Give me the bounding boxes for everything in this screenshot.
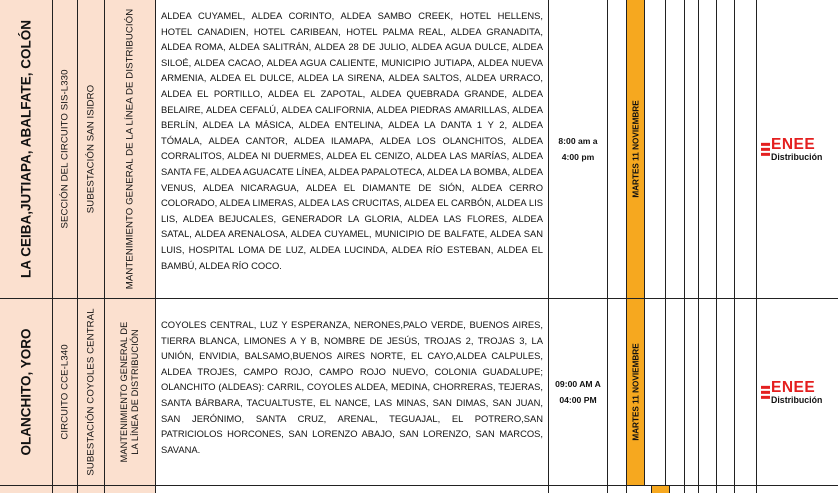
- hours-text: [549, 376, 607, 408]
- table-row-partial: [0, 486, 838, 493]
- date-label: MARTES 11 NOVIEMBRE: [631, 343, 640, 441]
- work-type-cell: [105, 0, 156, 298]
- work-type-cell: [105, 299, 156, 485]
- blank-cell: [685, 486, 699, 493]
- substation-label: SUBESTACIÓN SAN ISIDRO: [85, 84, 97, 214]
- blank-cell: [699, 486, 717, 493]
- enee-logo-mark-icon: [761, 142, 770, 155]
- enee-logo: [761, 137, 836, 161]
- logo-brand: ENEE: [771, 135, 816, 153]
- affected-areas-text: COYOLES CENTRAL, LUZ Y ESPERANZA, NERONES,PALO VERDE, BUENOS AIRES, TIERRA BLANCA, LIMONES A Y B, NOMBRE DE JESÚS, TROJAS 2, TROJAS 3, LA UNIÓN, ENVIDIA, BALSAMO,BUENOS AIRES NORTE, EL CAYO,ALDEA CALPULES, ALDEA TROJES, CAMPO ROJO, CAMPO ROJO NUEVO, COLONIA GUADALUPE; OLANCHITO (ALDEAS): CARRIL, COYOLES ALDEA, MEDINA, CHORRERAS, TEJERAS, SANTA BÁRBARA, TACUALTUSTE, EL NANCE, LAS MINAS, SAN DIMAS, SAN JUAN, SAN JERÓNIMO, SANTA CRUZ, ARENAL, TEGUAJAL, EL POTRERO,SAN PATRICIOLOS HORCONES, SAN LORENZO ABAJO, SAN LORENZO, SAN MARCOS, SAVANA.: [161, 319, 543, 455]
- hours-start: 09:00 AM A: [555, 379, 601, 389]
- logo-cell: [757, 0, 838, 298]
- table-row: [0, 299, 838, 485]
- date-cell: [627, 299, 645, 485]
- blank-cell: [735, 486, 757, 493]
- hours-start: 8:00 am a: [558, 136, 598, 146]
- work-type-label: MANTENIMIENTO GENERAL DE LA LÍNEA DE DISTRIBUCIÓN: [124, 8, 136, 290]
- blank-cell: [666, 0, 685, 298]
- circuit-cell: [53, 299, 78, 485]
- hours-cell: [549, 0, 608, 298]
- hours-end: 4:00 pm: [561, 152, 595, 162]
- blank-cell: [670, 486, 685, 493]
- blank-cell: [645, 299, 666, 485]
- region-label: OLANCHITO, YORO: [18, 328, 34, 456]
- region-cell: [0, 0, 53, 298]
- date-cell: [627, 0, 645, 298]
- substation-cell: [78, 299, 105, 485]
- blank-cell: [717, 486, 735, 493]
- circuit-cell: [53, 486, 78, 493]
- areas-cell: [156, 299, 549, 485]
- blank-cell: [645, 0, 666, 298]
- substation-cell: [78, 0, 105, 298]
- region-cell: [0, 486, 53, 493]
- enee-logo-mark-icon: [761, 385, 770, 398]
- circuit-label: SECCIÓN DEL CIRCUITO SIS-L330: [59, 69, 71, 229]
- logo-subtitle: Distribución: [771, 151, 823, 162]
- blank-cell: [735, 299, 757, 485]
- work-type-cell: [105, 486, 156, 493]
- areas-cell: [156, 0, 549, 298]
- hours-cell: [549, 486, 608, 493]
- hours-end: 04:00 PM: [559, 395, 597, 405]
- circuit-cell: [53, 0, 78, 298]
- work-type-label: MANTENIMIENTO GENERAL DE LA LÍNEA DE DISTRIBUCIÓN: [119, 321, 140, 463]
- hours-cell: [549, 299, 608, 485]
- logo-brand: ENEE: [771, 378, 816, 396]
- date-label: MARTES 11 NOVIEMBRE: [631, 100, 640, 198]
- blank-cell: [627, 486, 652, 493]
- blank-cell: [608, 486, 627, 493]
- blank-cell: [735, 0, 757, 298]
- hours-text: [549, 133, 607, 165]
- blank-cell: [717, 299, 735, 485]
- logo-cell: [757, 299, 838, 485]
- areas-cell: [156, 486, 549, 493]
- region-cell: [0, 299, 53, 485]
- blank-cell: [685, 0, 699, 298]
- enee-logo: [761, 380, 836, 404]
- blank-cell: [685, 299, 699, 485]
- affected-areas-text: ALDEA CUYAMEL, ALDEA CORINTO, ALDEA SAMBO CREEK, HOTEL HELLENS, HOTEL CANADIEN, HOTEL CARIBEAN, HOTEL PALMA REAL, ALDEA GRANADITA, ALDEA ROMA, ALDEA SALITRÁN, ALDEA 28 DE JULIO, ALDEA AGUA DULCE, ALDEA SILOÉ, ALDEA CACAO, ALDEA AGUA CALIENTE, MUNICIPIO JUTIAPA, ALDEA NUEVA ARMENIA, ALDEA EL DULCE, ALDEA LA SIRENA, ALDEA SALTOS, ALDEA URRACO, ALDEA EL PORTILLO, ALDEA EL ZAPOTAL, ALDEA QUEBRADA GRANDE, ALDEA BELAIRE, ALDEA CEFALÚ, ALDEA CALIFORNIA, ALDEA PIEDRAS AMARILLAS, ALDEA BERLÍN, ALDEA LA MÁSICA, ALDEA ENTELINA, ALDEA LA DANTA 1 Y 2, ALDEA TÓMALA, ALDEA CANTOR, ALDEA ILAMAPA, ALDEA LOS OLANCHITOS, ALDEA CORRALITOS, ALDEA NI DUERMES, ALDEA EL CENIZO, ALDEA LAS MARÍAS, ALDEA SANTA FE, ALDEA AGUACATE LÍNEA, ALDEA PAPALOTECA, ALDEA LA BOMBA, ALDEA VENUS, ALDEA NICARAGUA, ALDEA EL DIAMANTE DE SIÓN, ALDEA CERRO COLORADO, ALDEA LIMERAS, ALDEA LAS CRUCITAS, ALDEA EL CARBÓN, ALDEA LIS LIS, ALDEA BEJUCALES, GENERADOR LA GLORIA, ALDEA LAS FLORES, ALDEA SATAL, ALDEA ARENALOSA, ALDEA CUYAMEL, MUNICIPIO DE BALFATE, ALDEA SAN LUIS, HOSPITAL LOMA DE LUZ, ALDEA LUCINDA, ALDEA RÍO ESTEBAN, ALDEA EL BAMBÚ, ALDEA RÍO COCO.: [161, 10, 543, 271]
- date-cell: [652, 486, 670, 493]
- logo-subtitle: Distribución: [771, 394, 823, 405]
- circuit-label: CIRCUITO CCE-L340: [59, 344, 71, 440]
- blank-cell: [717, 0, 735, 298]
- substation-cell: [78, 486, 105, 493]
- blank-cell: [608, 299, 627, 485]
- blank-cell: [699, 0, 717, 298]
- blank-cell: [666, 299, 685, 485]
- blank-cell: [699, 299, 717, 485]
- substation-label: SUBESTACIÓN COYOLES CENTRAL: [85, 308, 97, 476]
- region-label: LA CEIBA,JUTIAPA, ABALFATE, COLÓN: [18, 20, 34, 278]
- blank-cell: [608, 0, 627, 298]
